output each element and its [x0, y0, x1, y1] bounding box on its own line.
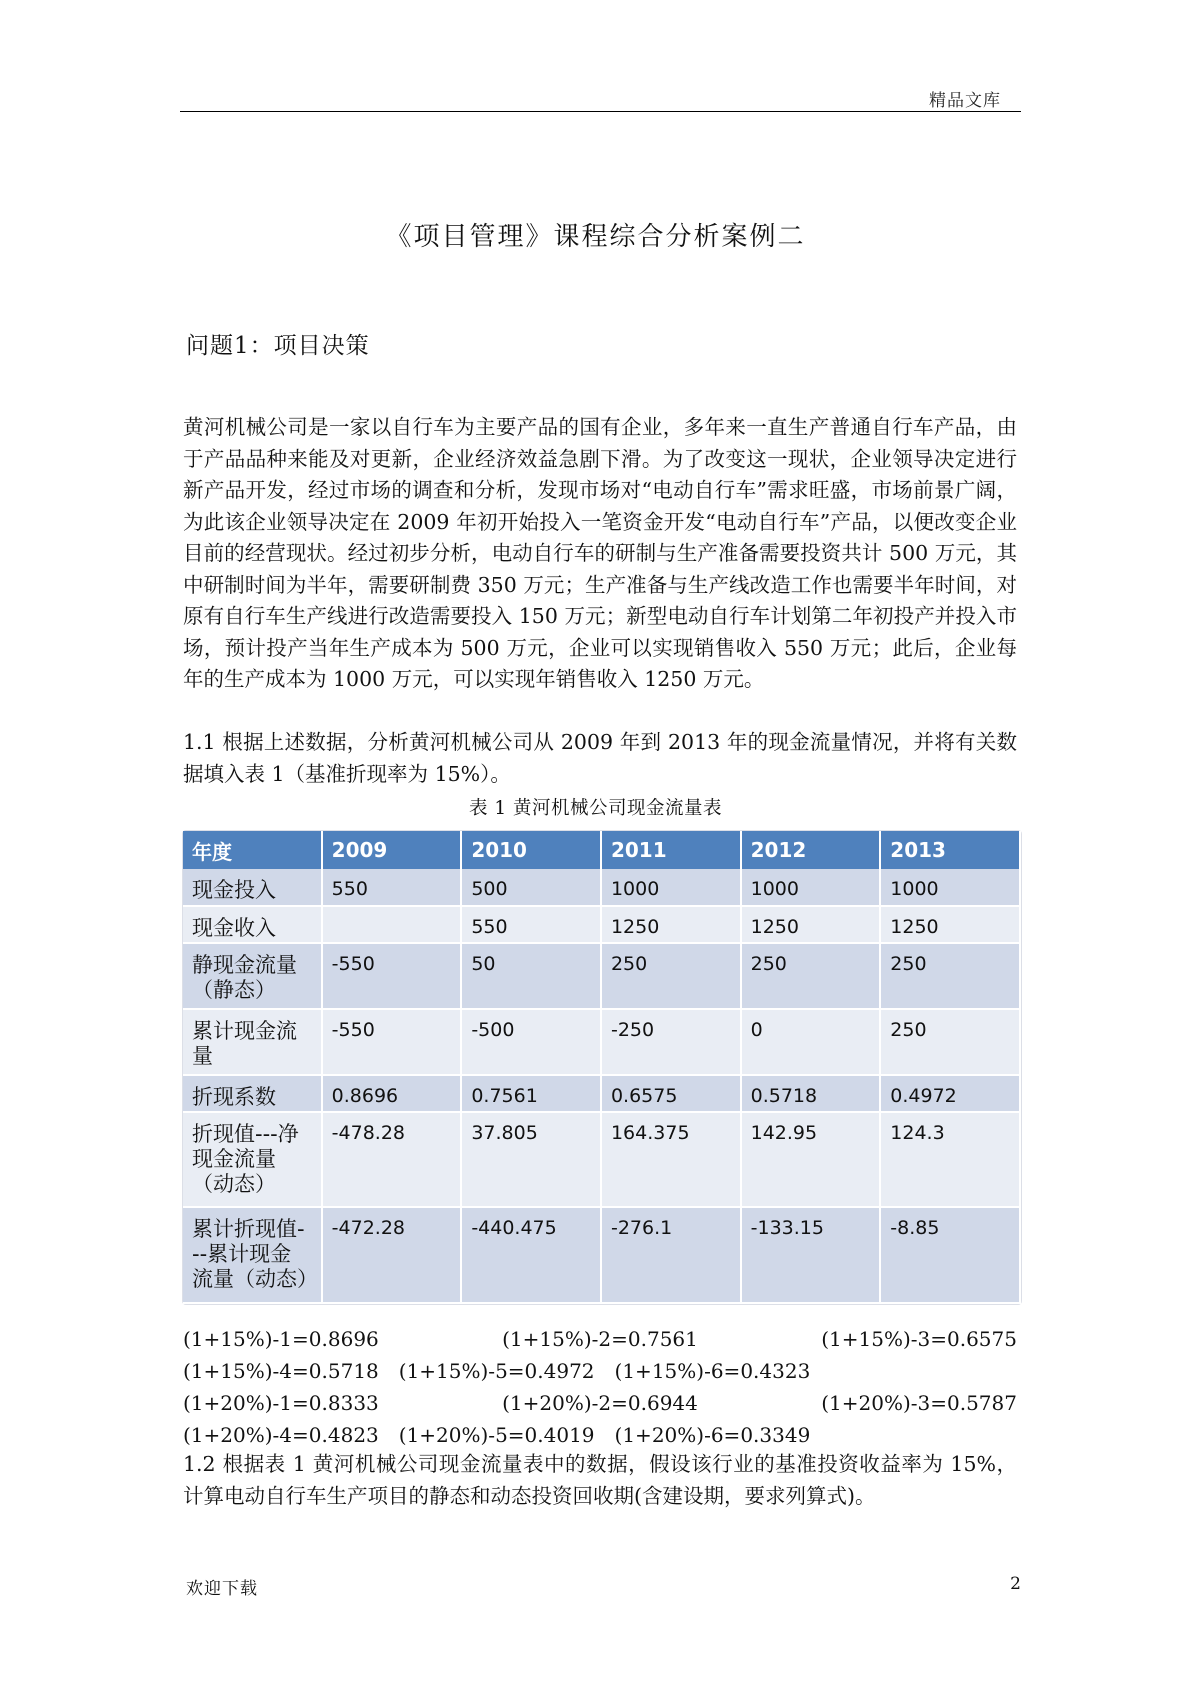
header-cell: 2010: [461, 831, 601, 869]
table-row: [183, 943, 1020, 1009]
table-cell: 142.95: [741, 1112, 881, 1207]
table-cell: [322, 906, 462, 943]
formula: (1+15%)-6=0.4323: [614, 1359, 811, 1383]
intro-paragraph: 黄河机械公司是一家以自行车为主要产品的国有企业，多年来一直生产普通自行车产品，由于产品品种来能及对更新，企业经济效益急剧下滑。为了改变这一现状，企业领导决定进行新产品开发，经过市场的调查和分析，发现市场对“电动自行车”需求旺盛，市场前景广阔，为此该企业领导决定在 2009 年初开始投入一笔资金开发“电动自行车”产品，以便改变企业目前的经营现状。经过初步分析，电动自行车的研制与生产准备需要投资共计 500 万元，其中研制时间为半年，需要研制费 350 万元；生产准备与生产线改造工作也需要半年时间，对原有自行车生产线进行改造需要投入 150 万元；新型电动自行车计划第二年初投产并投入市场，预计投产当年生产成本为 500 万元，企业可以实现销售收入 550 万元；此后，企业每年的生产成本为 1000 万元，可以实现年销售收入 1250 万元。: [183, 415, 1017, 691]
row-label: 累计现金流量: [183, 1009, 322, 1075]
formula-line: [183, 1423, 1017, 1447]
row-label: 折现系数: [183, 1075, 322, 1112]
row-label: 现金收入: [183, 906, 322, 943]
table-cell: -276.1: [601, 1207, 741, 1303]
formula: (1+15%)-3=0.6575: [821, 1327, 1017, 1351]
formula-line: [183, 1391, 1017, 1415]
table-cell: 0.7561: [461, 1075, 601, 1112]
table-caption: 表 1 黄河机械公司现金流量表: [468, 798, 723, 819]
table-cell: 1000: [741, 869, 881, 906]
table-cell: 550: [461, 906, 601, 943]
table-cell: 50: [461, 943, 601, 1009]
table-row: [183, 1207, 1020, 1303]
formula-line: [183, 1327, 1017, 1351]
header-rule: [180, 111, 1021, 112]
cash-flow-table: [183, 831, 1021, 1304]
document-title: 《项目管理》课程综合分析案例二: [385, 222, 806, 252]
table-cell: 37.805: [461, 1112, 601, 1207]
table-cell: 1250: [741, 906, 881, 943]
table-cell: 250: [601, 943, 741, 1009]
table-cell: 1000: [880, 869, 1020, 906]
table-cell: -8.85: [880, 1207, 1020, 1303]
question-1-2: 1.2 根据表 1 黄河机械公司现金流量表中的数据，假设该行业的基准投资收益率为 15%，计算电动自行车生产项目的静态和动态投资回收期(含建设期，要求列算式)。: [183, 1452, 1017, 1508]
section-heading: 问题1：项目决策: [186, 333, 370, 359]
table-cell: -250: [601, 1009, 741, 1075]
formula: (1+20%)-5=0.4019: [398, 1423, 595, 1447]
table-row: [183, 1112, 1020, 1207]
header-text: 精品文库: [929, 91, 1001, 111]
table-row: [183, 906, 1020, 943]
table-cell: 0.4972: [880, 1075, 1020, 1112]
formula: (1+20%)-2=0.6944: [502, 1391, 698, 1415]
formula: (1+20%)-4=0.4823: [183, 1423, 379, 1447]
table-cell: -440.475: [461, 1207, 601, 1303]
header-cell: 2012: [741, 831, 881, 869]
footer-text: 欢迎下载: [186, 1579, 258, 1599]
header-cell: 2013: [880, 831, 1020, 869]
formula: (1+15%)-1=0.8696: [183, 1327, 379, 1351]
table-cell: 0: [741, 1009, 881, 1075]
table-cell: 1250: [880, 906, 1020, 943]
table-cell: -133.15: [741, 1207, 881, 1303]
table-cell: 500: [461, 869, 601, 906]
header-cell: 年度: [183, 831, 322, 869]
table-cell: 0.8696: [322, 1075, 462, 1112]
row-label: 累计折现值---累计现金流量（动态）: [183, 1207, 322, 1303]
table-row: [183, 869, 1020, 906]
formula-line: [183, 1359, 1017, 1383]
table-cell: 250: [880, 943, 1020, 1009]
table-cell: 164.375: [601, 1112, 741, 1207]
table-cell: -550: [322, 943, 462, 1009]
table-cell: 1250: [601, 906, 741, 943]
table-cell: 124.3: [880, 1112, 1020, 1207]
row-label: 折现值---净现金流量（动态）: [183, 1112, 322, 1207]
formula: (1+15%)-2=0.7561: [502, 1327, 698, 1351]
question-1-1: 1.1 根据上述数据，分析黄河机械公司从 2009 年到 2013 年的现金流量情况，并将有关数据填入表 1（基准折现率为 15%）。: [183, 730, 1017, 786]
table-cell: 550: [322, 869, 462, 906]
table-header-row: [183, 831, 1020, 869]
table-cell: 0.6575: [601, 1075, 741, 1112]
table-row: [183, 1075, 1020, 1112]
table-row: [183, 1009, 1020, 1075]
row-label: 静现金流量（静态）: [183, 943, 322, 1009]
formula: (1+20%)-6=0.3349: [614, 1423, 811, 1447]
header-cell: 2009: [322, 831, 462, 869]
table-cell: 1000: [601, 869, 741, 906]
formula: (1+15%)-4=0.5718: [183, 1359, 379, 1383]
table-cell: -478.28: [322, 1112, 462, 1207]
table-cell: -500: [461, 1009, 601, 1075]
page-number: 2: [1010, 1574, 1021, 1594]
row-label: 现金投入: [183, 869, 322, 906]
formula: (1+20%)-3=0.5787: [821, 1391, 1017, 1415]
cash-flow-table-container: [182, 830, 1022, 1305]
header-cell: 2011: [601, 831, 741, 869]
formula: (1+20%)-1=0.8333: [183, 1391, 379, 1415]
table-cell: 250: [880, 1009, 1020, 1075]
table-cell: 250: [741, 943, 881, 1009]
table-cell: -550: [322, 1009, 462, 1075]
table-cell: -472.28: [322, 1207, 462, 1303]
formula: (1+15%)-5=0.4972: [398, 1359, 595, 1383]
table-cell: 0.5718: [741, 1075, 881, 1112]
